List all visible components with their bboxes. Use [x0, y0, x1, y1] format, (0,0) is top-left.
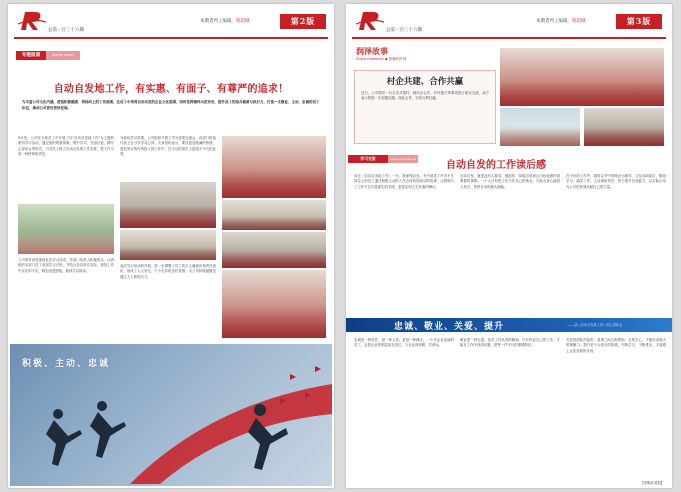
- column-logo-title: 润泽故事: [356, 46, 388, 56]
- newspaper-page-2: [8, 4, 334, 488]
- speaker-photo: [222, 136, 326, 198]
- issue-number: 总第一百三十六期: [48, 28, 84, 33]
- feature-subtag: Learning Exchange: [389, 157, 417, 161]
- header-rule: [14, 37, 328, 39]
- feature-title: 自动自发的工作读后感: [446, 160, 546, 171]
- study-session-photo: [120, 230, 216, 260]
- page-headline: 自动自发地工作，有实惠、有面子、有尊严的追求！: [53, 84, 289, 95]
- company-logo-icon: [356, 8, 384, 34]
- motivation-banner: [10, 344, 332, 486]
- editor-line: 本期責判 | 编辑：蔡超城: [200, 19, 250, 24]
- meeting-photo: [120, 182, 216, 228]
- page-header: [8, 4, 334, 38]
- article-paragraph: 此次学习活动的开展，进一步增强了员工的主人翁意识和责任意识，形成了人人争先、个个出彩的良好氛围，为公司持续健康发展注入了新的活力。: [120, 264, 216, 279]
- feature-tag: 学习交流: [348, 155, 388, 163]
- signing-photo: [500, 108, 580, 146]
- article-paragraph: 敬业是一种态度，是对工作负责的精神。只有热爱自己的工作，才能在工作中找到乐趣，把每一件平凡的事情做好。: [460, 338, 560, 348]
- presentation-photo: [222, 200, 326, 230]
- editor-name: 蔡超城: [571, 19, 586, 24]
- article-paragraph: 公司领导高度重视此次学习活动，各部门负责人积极带头，认真组织本部门员工参加学习讨论，并结合各自岗位实际，查找工作中存在的不足，制定改进措施，做到学以致用。: [18, 258, 114, 273]
- column-logo: [352, 44, 470, 66]
- article-paragraph: 9月初，公司在全体员工中开展了以"自动自发地工作"为主题的系列学习活动，通过组织观看视频、集中学习、分组讨论、撰写心得体会等形式，引导员工树立自动自发的工作态度，把工作当成一种使命和责任。: [18, 136, 114, 157]
- editor-label: 本期責判: [536, 19, 554, 24]
- article-paragraph: 关爱是团队的纽带，同事之间互相帮助、互相关心，才能形成强大的凝聚力。提升是个人成长的阶梯，不断学习、不断进步，才能跟上企业发展的步伐。: [566, 338, 666, 353]
- award-photo: [222, 270, 326, 338]
- section-banner-subtitle: ——读《自动自发地工作》的心得体会: [568, 323, 623, 327]
- inset-paragraph: 近日，公司领导一行走访共建村，就村企合作、乡村振兴等事项进行座谈交流，双方表示将进一步加强沟通、深化合作，实现互利共赢。: [361, 91, 489, 101]
- tour-photo: [584, 108, 664, 146]
- company-logo-icon: [18, 8, 46, 34]
- section-tag: 专题报道: [16, 51, 46, 60]
- section-banner: [346, 318, 672, 332]
- page-number-tag: 第2版: [280, 14, 326, 29]
- runner-silhouette-icon: [10, 344, 332, 486]
- feature-paragraph: 读完《自动自发地工作》一书，我深受启发。书中讲述了许多平凡岗位上的员工通过积极主动的工作态度取得成功的故事，让我明白了工作不仅仅是谋生的手段，更是实现人生价值的舞台。: [354, 174, 454, 189]
- editor-name: 蔡超城: [235, 19, 250, 24]
- feature-paragraph: 在今后的工作中，我将以书中的理念为指导，立足本职岗位，勤奋学习，踏实工作，主动承担责任，努力提升自身能力，以实际行动为公司的发展贡献自己的力量。: [566, 174, 666, 189]
- feature-paragraph: 自动自发，就是没有人要求、强迫你，却能自觉而且出色地做好需要做的事情。一个人只有把工作当作自己的事业，才能全身心地投入其中，发挥自身的最大潜能。: [460, 174, 560, 189]
- column-logo-subtitle: Share moments ◆ 鼓舞的时刻: [356, 57, 407, 61]
- lead-paragraph: 为丰富公司文化内涵，营造积极健康、昂扬向上的工作氛围，在员工中培育自动自发的企业文化氛围，同时发挥榜样示范作用，提升员工的综合素质与执行力，打造一支敬业、主动、忠诚的员工队伍，推动公司更好更快发展。: [22, 100, 320, 110]
- issue-number: 总第一百三十六期: [386, 28, 422, 33]
- inset-title: 村企共建、合作共赢: [386, 77, 464, 87]
- page-number-tag: 第3版: [616, 14, 662, 29]
- section-banner-title: 忠诚、敬业、关爱、提升: [394, 322, 505, 332]
- page-header: [346, 4, 672, 38]
- editor-line: 本期責判 | 编辑：蔡超城: [536, 19, 586, 24]
- audience-photo: [222, 232, 326, 268]
- group-photo: [500, 48, 664, 106]
- section-subtag: special report: [46, 51, 80, 60]
- activity-photo: [18, 204, 114, 254]
- article-paragraph: 为检验学习效果，公司组织开展了学习成果交流会，各部门推选代表上台分享学习心得。大家纷纷表示，要以更加饱满的热情、更加务实的作风投入到工作中，在平凡的岗位上创造不平凡的业绩。: [120, 136, 216, 157]
- author-credit: 【采购部 陈凯】: [640, 481, 664, 485]
- newspaper-page-3: [346, 4, 672, 488]
- editor-label: 本期責判: [200, 19, 218, 24]
- inset-article: [354, 70, 496, 144]
- banner-title: 积极、主动、忠诚: [22, 359, 111, 369]
- header-rule: [352, 37, 666, 39]
- article-paragraph: 忠诚是一种责任，是一种义务，更是一种操守。一个对企业忠诚的员工，会把企业的利益放在首位，与企业同呼吸、共命运。: [354, 338, 454, 348]
